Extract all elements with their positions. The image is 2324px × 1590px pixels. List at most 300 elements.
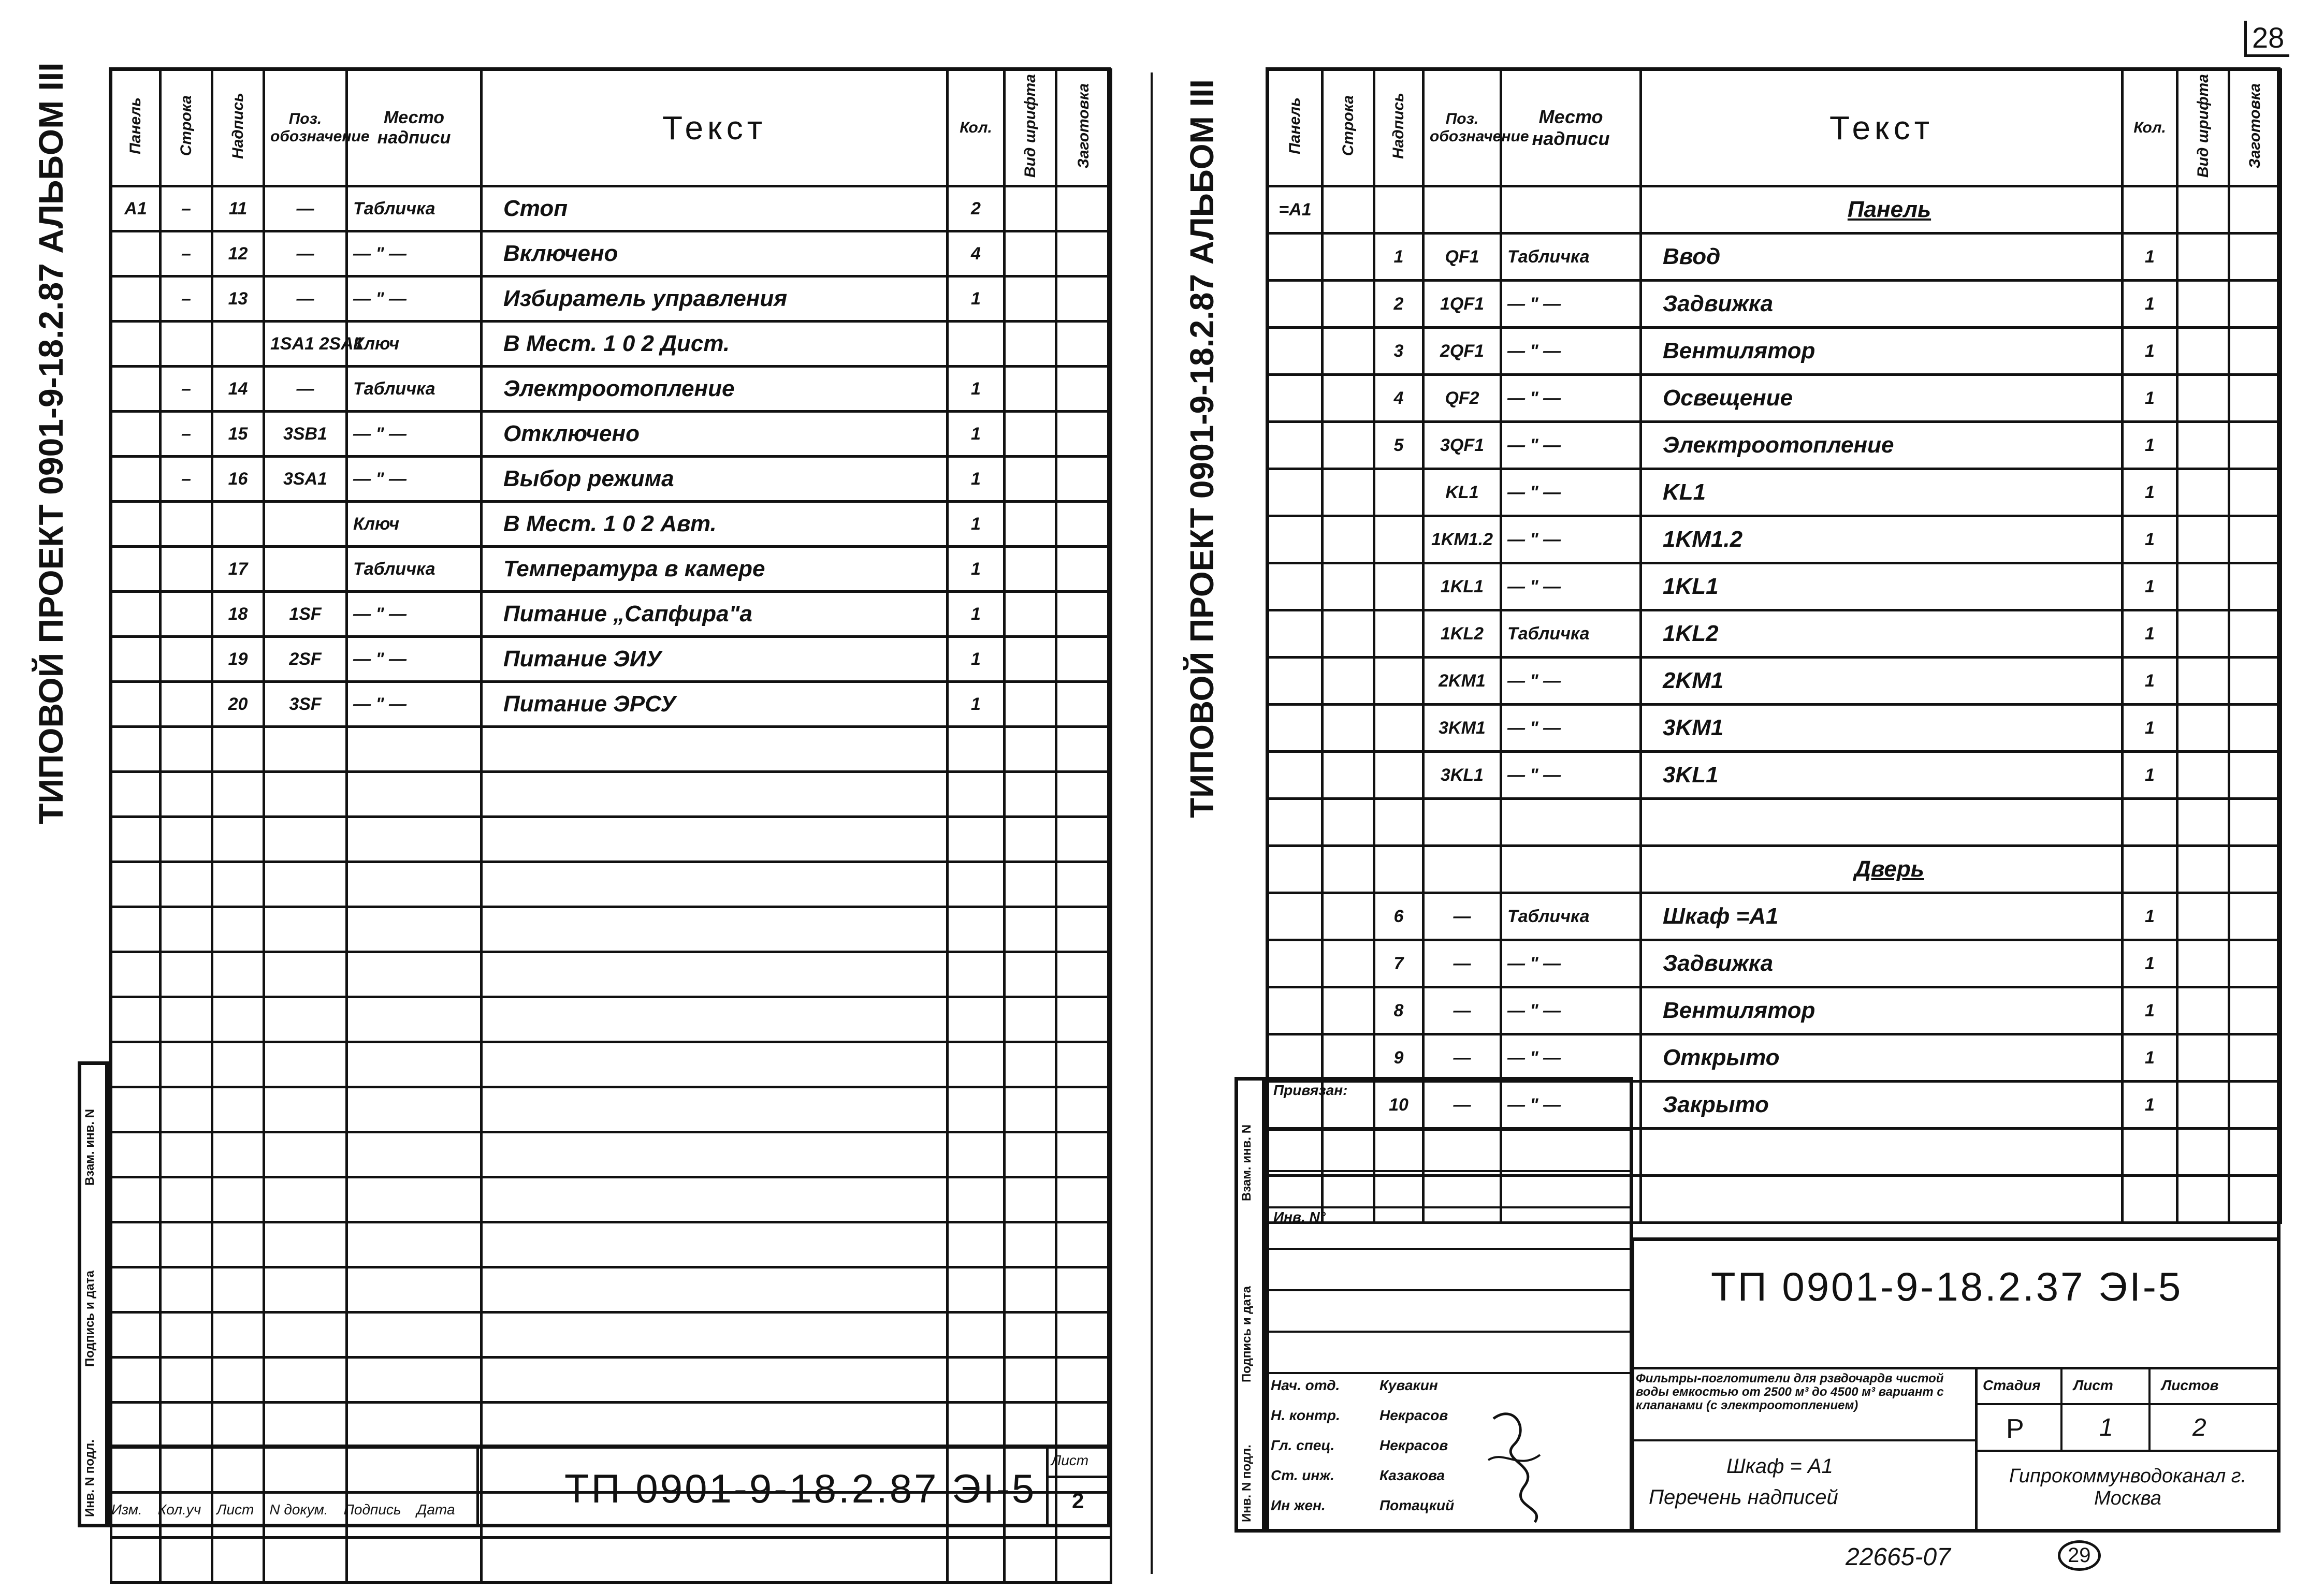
left-cell-qty: 2: [948, 186, 1005, 231]
right-table-row: [1268, 281, 2281, 328]
left-cell-text: Выбор режима: [482, 457, 948, 502]
left-cell-place: [347, 952, 482, 997]
left-cell-place: — " —: [347, 637, 482, 682]
right-cell-place: Табличка: [1501, 610, 1641, 658]
left-cell-qty: 1: [948, 367, 1005, 412]
right-cell-qty: [2123, 799, 2177, 846]
right-cell-qty: 1: [2123, 610, 2177, 658]
right-cell-pos: —: [1424, 893, 1501, 940]
left-cell-panel: [111, 952, 161, 997]
right-cell-panel: =A1: [1268, 186, 1323, 234]
right-cell-place: — " —: [1501, 940, 1641, 987]
left-table-row: [111, 637, 1111, 682]
right-cell-text: [1641, 1129, 2123, 1176]
right-cell-qty: 1: [2123, 752, 2177, 799]
right-stage-vline-1: [2060, 1367, 2062, 1450]
left-cell-place: — " —: [347, 682, 482, 727]
left-cell-line: [161, 592, 212, 637]
right-cell-panel: [1268, 893, 1323, 940]
left-cell-blank: [1056, 186, 1111, 231]
left-cell-blank: [1056, 862, 1111, 907]
right-cell-text: [1641, 1176, 2123, 1223]
left-cell-panel: [111, 412, 161, 457]
left-col-label: Надпись: [212, 70, 264, 186]
left-stamp-code: ТП 0901-9-18.2.87 ЭI-5: [564, 1466, 1037, 1511]
left-cell-place: [347, 1267, 482, 1312]
left-cell-font: [1005, 1358, 1056, 1403]
right-cell-panel: [1268, 846, 1323, 893]
right-cell-label: 1: [1374, 234, 1424, 281]
left-cell-qty: [948, 1403, 1005, 1448]
right-cell-pos: 1KL2: [1424, 610, 1501, 658]
right-cell-label: [1374, 516, 1424, 563]
left-cell-font: [1005, 1538, 1056, 1583]
left-cell-qty: [948, 727, 1005, 772]
left-stamp-divider: [476, 1445, 479, 1527]
right-cell-place: — " —: [1501, 469, 1641, 516]
left-cell-place: — " —: [347, 231, 482, 276]
right-cell-label: 8: [1374, 987, 1424, 1034]
right-col-label: Надпись: [1374, 70, 1424, 186]
right-page-number: 28: [2244, 21, 2289, 57]
right-table-row: [1268, 893, 2281, 940]
left-cell-place: [347, 772, 482, 817]
left-cell-label: [212, 502, 264, 547]
left-table-row: [111, 1087, 1111, 1132]
right-page: [1162, 0, 2324, 1590]
right-cell-qty: 1: [2123, 705, 2177, 752]
left-cell-panel: [111, 637, 161, 682]
right-cell-line: [1323, 281, 1374, 328]
left-cell-qty: [948, 1312, 1005, 1358]
right-title-2: Перечень надписей: [1649, 1486, 1838, 1509]
right-cell-pos: —: [1424, 1034, 1501, 1082]
left-cell-panel: [111, 817, 161, 862]
left-cell-qty: [948, 952, 1005, 997]
left-cell-qty: 1: [948, 457, 1005, 502]
right-cell-label: 7: [1374, 940, 1424, 987]
left-cell-label: [212, 322, 264, 367]
left-cell-place: [347, 997, 482, 1042]
left-table-row: [111, 1042, 1111, 1087]
right-cell-text: Закрыто: [1641, 1082, 2123, 1129]
left-col-line: Строка: [161, 70, 212, 186]
left-cell-pos: [264, 1087, 347, 1132]
left-table-row: [111, 862, 1111, 907]
left-cell-place: [347, 862, 482, 907]
left-cell-qty: [948, 322, 1005, 367]
right-grid-line-3: [1266, 1206, 1633, 1208]
right-side-stamp-2: Подпись и дата: [1240, 1286, 1254, 1382]
right-cell-blank: [2229, 658, 2281, 705]
left-footer-cols: [111, 1501, 474, 1518]
left-cell-label: [212, 1267, 264, 1312]
left-cell-blank: [1056, 1403, 1111, 1448]
left-cell-pos: [264, 772, 347, 817]
left-cell-label: 11: [212, 186, 264, 231]
right-cell-font: [2177, 1176, 2229, 1223]
left-cell-label: [212, 1538, 264, 1583]
left-cell-text: Питание „Сапфира"а: [482, 592, 948, 637]
right-cell-qty: [2123, 846, 2177, 893]
right-table: [1267, 68, 2282, 1224]
left-cell-line: –: [161, 412, 212, 457]
right-cell-blank: [2229, 375, 2281, 422]
left-cell-text: В Мест. 1 0 2 Авт.: [482, 502, 948, 547]
right-cell-pos: [1424, 846, 1501, 893]
right-cell-line: [1323, 1034, 1374, 1082]
right-cell-line: [1323, 563, 1374, 610]
left-cell-text: Питание ЭИУ: [482, 637, 948, 682]
left-cell-line: [161, 322, 212, 367]
right-cell-line: [1323, 799, 1374, 846]
right-table-row: [1268, 610, 2281, 658]
right-cell-place: — " —: [1501, 328, 1641, 375]
right-cell-blank: [2229, 1176, 2281, 1223]
right-cell-line: [1323, 893, 1374, 940]
right-side-stamp-1: Взам. инв. N: [1240, 1124, 1254, 1201]
left-cell-panel: [111, 1087, 161, 1132]
left-cell-line: [161, 817, 212, 862]
right-table-row: [1268, 186, 2281, 234]
left-cell-label: [212, 1358, 264, 1403]
right-col-text: Текст: [1641, 70, 2123, 186]
left-cell-panel: [111, 1538, 161, 1583]
right-cell-panel: [1268, 516, 1323, 563]
left-col-blank: Заготовка: [1056, 70, 1111, 186]
left-cell-font: [1005, 772, 1056, 817]
right-cell-blank: [2229, 705, 2281, 752]
left-cell-blank: [1056, 1538, 1111, 1583]
right-cell-panel: [1268, 987, 1323, 1034]
right-cell-line: [1323, 987, 1374, 1034]
left-cell-font: [1005, 186, 1056, 231]
right-cell-panel: [1268, 705, 1323, 752]
right-cell-place: Табличка: [1501, 893, 1641, 940]
right-cell-panel: [1268, 610, 1323, 658]
right-cell-place: [1501, 799, 1641, 846]
left-cell-label: [212, 1087, 264, 1132]
left-cell-place: [347, 1222, 482, 1267]
left-cell-place: — " —: [347, 457, 482, 502]
right-stage-vline-2: [2148, 1367, 2151, 1450]
right-col-blank: Заготовка: [2229, 70, 2281, 186]
left-cell-font: [1005, 367, 1056, 412]
right-cell-place: — " —: [1501, 516, 1641, 563]
left-cell-qty: [948, 772, 1005, 817]
right-cell-label: [1374, 799, 1424, 846]
left-cell-font: [1005, 817, 1056, 862]
left-cell-blank: [1056, 1358, 1111, 1403]
left-cell-blank: [1056, 231, 1111, 276]
left-cell-pos: 1SA1 2SA1: [264, 322, 347, 367]
right-cell-label: [1374, 563, 1424, 610]
right-cell-panel: [1268, 469, 1323, 516]
left-cell-panel: [111, 592, 161, 637]
left-side-stamp-2: Подпись и дата: [83, 1271, 97, 1367]
left-cell-qty: 1: [948, 637, 1005, 682]
left-table-row: [111, 322, 1111, 367]
right-table-row: [1268, 516, 2281, 563]
right-title-hline-2: [1631, 1439, 1975, 1441]
left-cell-blank: [1056, 772, 1111, 817]
left-cell-text: [482, 1538, 948, 1583]
left-cell-panel: [111, 502, 161, 547]
right-header-row: [1268, 70, 2281, 186]
left-cell-pos: [264, 1267, 347, 1312]
left-cell-blank: [1056, 1267, 1111, 1312]
left-cell-qty: [948, 1267, 1005, 1312]
right-cell-text: 1KL2: [1641, 610, 2123, 658]
right-table-row: [1268, 328, 2281, 375]
left-cell-text: [482, 1087, 948, 1132]
right-cell-pos: 1QF1: [1424, 281, 1501, 328]
left-cell-label: 13: [212, 276, 264, 322]
right-cell-blank: [2229, 422, 2281, 469]
left-cell-panel: [111, 457, 161, 502]
left-cell-font: [1005, 1312, 1056, 1358]
left-cell-font: [1005, 502, 1056, 547]
left-cell-place: [347, 1538, 482, 1583]
right-cell-font: [2177, 375, 2229, 422]
left-table-row: [111, 682, 1111, 727]
right-table-row: [1268, 422, 2281, 469]
right-cell-qty: 1: [2123, 281, 2177, 328]
right-cell-blank: [2229, 940, 2281, 987]
left-table-row: [111, 1358, 1111, 1403]
right-cell-font: [2177, 1034, 2229, 1082]
left-cell-qty: [948, 1177, 1005, 1222]
left-cell-text: [482, 1132, 948, 1177]
left-cell-panel: A1: [111, 186, 161, 231]
left-cell-line: –: [161, 276, 212, 322]
right-cell-qty: 1: [2123, 422, 2177, 469]
right-cell-pos: 1KM1.2: [1424, 516, 1501, 563]
left-cell-font: [1005, 231, 1056, 276]
left-cell-blank: [1056, 367, 1111, 412]
right-sheet: 1: [2099, 1414, 2113, 1441]
left-table-row: [111, 276, 1111, 322]
left-cell-place: [347, 1403, 482, 1448]
left-table-row: [111, 457, 1111, 502]
left-footer-col-4: Подпись: [343, 1501, 401, 1518]
right-cell-font: [2177, 234, 2229, 281]
left-cell-panel: [111, 1267, 161, 1312]
right-cell-place: Табличка: [1501, 234, 1641, 281]
left-cell-pos: [264, 1403, 347, 1448]
left-cell-pos: [264, 862, 347, 907]
left-cell-place: [347, 1312, 482, 1358]
left-cell-panel: [111, 1358, 161, 1403]
left-cell-font: [1005, 547, 1056, 592]
left-cell-pos: [264, 1222, 347, 1267]
right-cell-text: Открыто: [1641, 1034, 2123, 1082]
left-cell-panel: [111, 1177, 161, 1222]
left-table-row: [111, 547, 1111, 592]
right-role-row-4: Ин жен. Потацкий: [1271, 1497, 1455, 1513]
left-cell-label: [212, 1177, 264, 1222]
right-grid-line-1: [1266, 1129, 1633, 1131]
left-cell-blank: [1056, 682, 1111, 727]
left-cell-panel: [111, 772, 161, 817]
right-grid-line-7: [1266, 1372, 1633, 1374]
right-cell-text: Освещение: [1641, 375, 2123, 422]
right-table-row: [1268, 799, 2281, 846]
right-cell-label: 6: [1374, 893, 1424, 940]
left-col-font: Вид шрифта: [1005, 70, 1056, 186]
left-cell-place: Табличка: [347, 547, 482, 592]
left-cell-font: [1005, 637, 1056, 682]
left-cell-place: — " —: [347, 276, 482, 322]
left-col-pos: Поз. обозначение: [264, 70, 347, 186]
right-cell-pos: 2KM1: [1424, 658, 1501, 705]
left-side-label: ТИПОВОЙ ПРОЕКТ 0901-9-18.2.87 АЛЬБОМ III: [32, 62, 70, 824]
right-cell-blank: [2229, 186, 2281, 234]
right-cell-pos: [1424, 186, 1501, 234]
right-cell-pos: QF1: [1424, 234, 1501, 281]
right-cell-qty: 1: [2123, 658, 2177, 705]
left-cell-blank: [1056, 1042, 1111, 1087]
left-sheet-label: Лист: [1051, 1452, 1089, 1468]
left-cell-panel: [111, 862, 161, 907]
right-cell-text: KL1: [1641, 469, 2123, 516]
left-cell-line: [161, 1177, 212, 1222]
left-cell-font: [1005, 1403, 1056, 1448]
right-cell-blank: [2229, 1034, 2281, 1082]
left-cell-place: Табличка: [347, 186, 482, 231]
left-cell-panel: [111, 1042, 161, 1087]
left-cell-blank: [1056, 1312, 1111, 1358]
right-cell-font: [2177, 987, 2229, 1034]
left-cell-pos: [264, 952, 347, 997]
right-sheet-label: Лист: [2073, 1377, 2113, 1393]
left-cell-panel: [111, 367, 161, 412]
left-cell-label: [212, 817, 264, 862]
left-cell-font: [1005, 322, 1056, 367]
left-cell-line: [161, 1222, 212, 1267]
left-cell-line: [161, 682, 212, 727]
right-cell-panel: [1268, 375, 1323, 422]
right-sheets: 2: [2192, 1414, 2206, 1441]
right-cell-blank: [2229, 1129, 2281, 1176]
right-grid-line-6: [1266, 1331, 1633, 1333]
left-cell-line: [161, 1403, 212, 1448]
right-cell-qty: 1: [2123, 893, 2177, 940]
right-table-row: [1268, 987, 2281, 1034]
right-cell-blank: [2229, 328, 2281, 375]
right-cell-text: 3KM1: [1641, 705, 2123, 752]
left-cell-pos: [264, 1312, 347, 1358]
right-cell-place: — " —: [1501, 281, 1641, 328]
left-cell-blank: [1056, 547, 1111, 592]
right-cell-font: [2177, 469, 2229, 516]
left-stamp-hline-2: [109, 1491, 476, 1494]
left-table-row: [111, 592, 1111, 637]
right-cell-blank: [2229, 1082, 2281, 1129]
right-stamp-code: ТП 0901-9-18.2.37 ЭI-5: [1711, 1264, 2183, 1309]
left-cell-font: [1005, 1042, 1056, 1087]
right-cell-text: Задвижка: [1641, 281, 2123, 328]
left-table: [110, 68, 1112, 1584]
right-cell-place: — " —: [1501, 375, 1641, 422]
left-cell-text: В Мест. 1 0 2 Дист.: [482, 322, 948, 367]
left-cell-pos: [264, 1538, 347, 1583]
right-privyazan: Привязан:: [1273, 1082, 1348, 1098]
right-cell-line: [1323, 705, 1374, 752]
right-cell-font: [2177, 422, 2229, 469]
right-cell-qty: 1: [2123, 234, 2177, 281]
left-cell-pos: —: [264, 367, 347, 412]
left-table-row: [111, 727, 1111, 772]
left-cell-qty: 4: [948, 231, 1005, 276]
left-cell-line: [161, 772, 212, 817]
right-cell-qty: 1: [2123, 1034, 2177, 1082]
left-cell-pos: [264, 727, 347, 772]
left-cell-font: [1005, 412, 1056, 457]
right-cell-text: Ввод: [1641, 234, 2123, 281]
right-desc: Фильтры-поглотители для рзвдочардв чистой воды емкостью от 2500 м³ до 4500 м³ вариант с клапанами (с электроотоплением): [1636, 1372, 1944, 1412]
right-table-row: [1268, 375, 2281, 422]
right-cell-label: 10: [1374, 1082, 1424, 1129]
left-cell-qty: [948, 907, 1005, 952]
left-cell-blank: [1056, 1087, 1111, 1132]
left-cell-text: [482, 1358, 948, 1403]
right-cell-text: 3KL1: [1641, 752, 2123, 799]
left-cell-text: Отключено: [482, 412, 948, 457]
right-cell-qty: 1: [2123, 1082, 2177, 1129]
right-stage-hline-2: [1975, 1450, 2281, 1452]
right-cell-panel: [1268, 658, 1323, 705]
right-table-row: [1268, 658, 2281, 705]
left-cell-label: [212, 1403, 264, 1448]
left-cell-blank: [1056, 502, 1111, 547]
left-cell-label: 17: [212, 547, 264, 592]
left-cell-panel: [111, 682, 161, 727]
right-table-row: [1268, 563, 2281, 610]
left-cell-place: — " —: [347, 412, 482, 457]
right-cell-pos: 3KM1: [1424, 705, 1501, 752]
left-cell-blank: [1056, 457, 1111, 502]
left-cell-text: [482, 772, 948, 817]
right-cell-font: [2177, 563, 2229, 610]
right-col-qty: Кол.: [2123, 70, 2177, 186]
left-cell-line: [161, 1358, 212, 1403]
left-cell-text: [482, 1177, 948, 1222]
left-cell-panel: [111, 322, 161, 367]
right-cell-blank: [2229, 563, 2281, 610]
right-cell-pos: QF2: [1424, 375, 1501, 422]
left-cell-blank: [1056, 412, 1111, 457]
left-cell-panel: [111, 1403, 161, 1448]
left-table-row: [111, 1132, 1111, 1177]
right-side-stamp-3: Инв. N подл.: [1240, 1445, 1254, 1522]
left-cell-label: [212, 1042, 264, 1087]
left-side-stamp-1: Взам. инв. N: [83, 1108, 97, 1186]
right-cell-font: [2177, 610, 2229, 658]
right-title-hline: [1631, 1367, 2281, 1369]
left-cell-label: [212, 907, 264, 952]
left-cell-label: [212, 1222, 264, 1267]
left-cell-panel: [111, 1132, 161, 1177]
right-col-line: Строка: [1323, 70, 1374, 186]
left-cell-text: [482, 1222, 948, 1267]
left-cell-pos: [264, 1358, 347, 1403]
right-cell-line: [1323, 186, 1374, 234]
right-cell-place: — " —: [1501, 705, 1641, 752]
right-table-row: [1268, 846, 2281, 893]
right-cell-line: [1323, 940, 1374, 987]
left-cell-pos: 1SF: [264, 592, 347, 637]
